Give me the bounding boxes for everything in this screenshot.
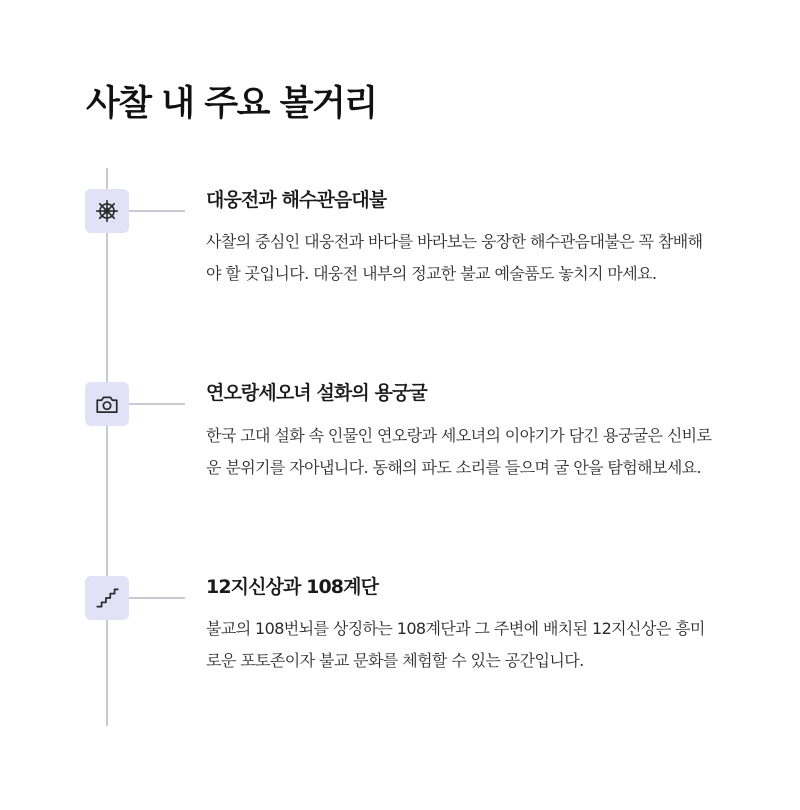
item-title: 연오랑세오녀 설화의 용궁굴 — [206, 382, 427, 404]
connector-line — [129, 210, 185, 212]
connector-line — [129, 403, 185, 405]
connector-line — [129, 597, 185, 599]
item-title: 대웅전과 해수관음대불 — [206, 189, 387, 211]
item-description: 사찰의 중심인 대웅전과 바다를 바라보는 웅장한 해수관음대불은 꼭 참배해야 할 곳입니다. 대웅전 내부의 정교한 불교 예술품도 놓치지 마세요. — [206, 232, 703, 283]
camera-icon — [85, 382, 129, 426]
page-title: 사찰 내 주요 볼거리 — [86, 84, 377, 124]
item-title: 12지신상과 108계단 — [206, 576, 379, 598]
dharma-wheel-icon — [85, 189, 129, 233]
item-description: 불교의 108번뇌를 상징하는 108계단과 그 주변에 배치된 12지신상은 흥미로운 포토존이자 불교 문화를 체험할 수 있는 공간입니다. — [206, 619, 705, 670]
timeline-line — [106, 168, 108, 726]
stairs-icon — [85, 576, 129, 620]
item-description: 한국 고대 설화 속 인물인 연오랑과 세오녀의 이야기가 담긴 용궁굴은 신비로운 분위기를 자아냅니다. 동해의 파도 소리를 들으며 굴 안을 탐험해보세요. — [206, 426, 712, 477]
